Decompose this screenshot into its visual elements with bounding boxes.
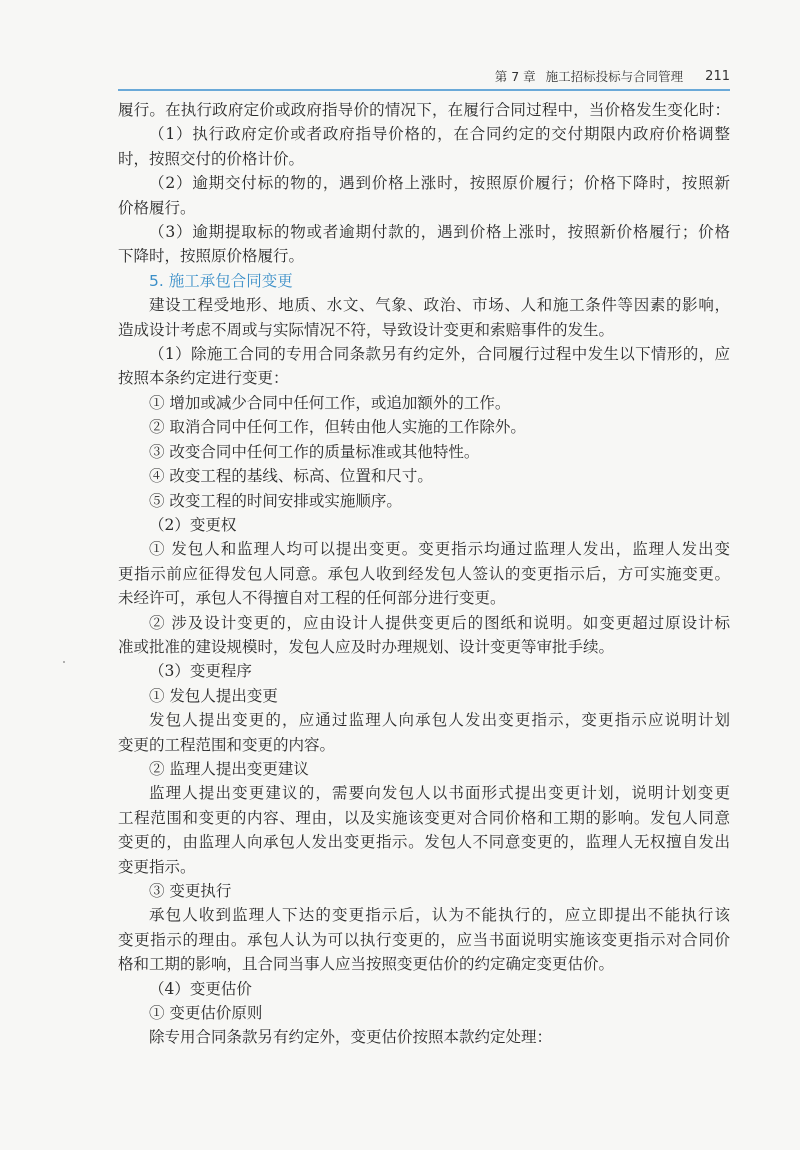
text-line: 按照本条约定进行变更：	[118, 369, 289, 388]
margin-dot	[63, 661, 65, 663]
text-line: 承包人收到监理人下达的变更指示后，认为不能执行的，应立即提出不能执行该	[149, 906, 730, 925]
list-item: ⑤ 改变工程的时间安排或实施顺序。	[149, 491, 402, 510]
text-line: ① 发包人和监理人均可以提出变更。变更指示均通过监理人发出，监理人发出变	[149, 540, 730, 559]
list-item: ④ 改变工程的基线、标高、位置和尺寸。	[149, 467, 433, 486]
subheading: ③ 变更执行	[149, 882, 232, 900]
body-text	[118, 98, 730, 1050]
running-header	[118, 64, 730, 88]
text-line: 建设工程受地形、地质、水文、气象、政治、市场、人和施工条件等因素的影响，	[149, 296, 730, 315]
subheading: ① 变更估价原则	[149, 1004, 263, 1023]
text-line: （1）除施工合同的专用合同条款另有约定外，合同履行过程中发生以下情形的，应	[149, 345, 730, 364]
subheading: ② 监理人提出变更建议	[149, 759, 309, 778]
list-item: ③ 改变合同中任何工作的质量标准或其他特性。	[149, 442, 480, 461]
text-line: 变更指示。	[118, 857, 196, 876]
page-number: 211	[705, 68, 730, 84]
section-heading: 5. 施工承包合同变更	[149, 271, 293, 290]
text-line: 发包人提出变更的，应通过监理人向承包人发出变更指示，变更指示应说明计划	[149, 711, 730, 730]
text-line: 未经许可，承包人不得擅自对工程的任何部分进行变更。	[118, 589, 506, 608]
text-line: 除专用合同条款另有约定外，变更估价按照本款约定处理：	[149, 1028, 553, 1047]
text-line: 价格履行。	[118, 198, 196, 217]
text-line: ② 涉及设计变更的，应由设计人提供变更后的图纸和说明。如变更超过原设计标	[149, 613, 730, 632]
subheading: ① 发包人提出变更	[149, 686, 278, 705]
text-line: 更指示前应征得发包人同意。承包人收到经发包人签认的变更指示后，方可实施变更。	[118, 564, 730, 583]
header-rule	[118, 89, 730, 91]
text-line: 监理人提出变更建议的，需要向发包人以书面形式提出变更计划，说明计划变更	[149, 784, 730, 803]
text-line: 造成设计考虑不周或与实际情况不符，导致设计变更和索赔事件的发生。	[118, 320, 615, 339]
text-line: 格和工期的影响，且合同当事人应当按照变更估价的约定确定变更估价。	[118, 955, 615, 974]
list-item: ② 取消合同中任何工作，但转由他人实施的工作除外。	[149, 418, 526, 437]
list-item: ① 增加或减少合同中任何工作，或追加额外的工作。	[149, 393, 511, 412]
text-line: 下降时，按照原价格履行。	[118, 247, 305, 266]
subheading: （2）变更权	[149, 515, 237, 534]
text-line: 变更的工程范围和变更的内容。	[118, 735, 336, 754]
text-line: 变更的，由监理人向承包人发出变更指示。发包人不同意变更的，监理人无权擅自发出	[118, 833, 730, 852]
text-line: （1）执行政府定价或者政府指导价格的，在合同约定的交付期限内政府价格调整	[149, 125, 730, 144]
text-line: 时，按照交付的价格计价。	[118, 149, 305, 168]
subheading: （3）变更程序	[149, 662, 252, 681]
text-line: （3）逾期提取标的物或者逾期付款的，遇到价格上涨时，按照新价格履行；价格	[149, 223, 730, 242]
text-line: 变更指示的理由。承包人认为可以执行变更的，应当书面说明实施该变更指示对合同价	[118, 930, 730, 949]
subheading: （4）变更估价	[149, 979, 252, 998]
text-line: 工程范围和变更的内容、理由，以及实施该变更对合同价格和工期的影响。发包人同意	[118, 808, 730, 827]
chapter-label: 第 7 章	[494, 69, 536, 84]
text-line: 准或批准的建设规模时，发包人应及时办理规划、设计变更等审批手续。	[118, 637, 615, 656]
chapter-title: 施工招标投标与合同管理	[545, 69, 684, 84]
text-line: 履行。在执行政府定价或政府指导价的情况下，在履行合同过程中，当价格发生变化时：	[118, 101, 730, 119]
text-line: （2）逾期交付标的物的，遇到价格上涨时，按照原价履行；价格下降时，按照新	[149, 174, 730, 193]
